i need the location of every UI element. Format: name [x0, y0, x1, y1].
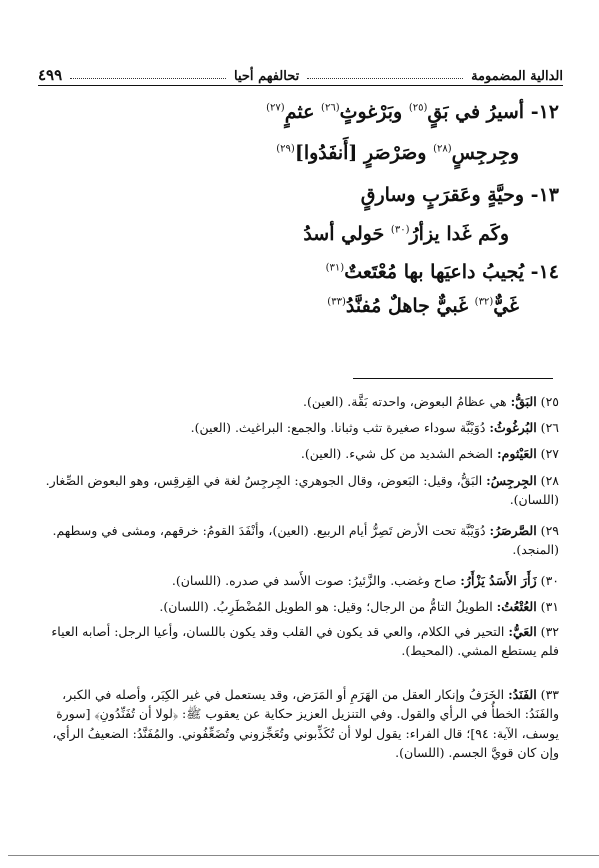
dot-leader: [307, 68, 463, 79]
section-title: الدالية المضمومة: [471, 69, 563, 84]
header-rule: [38, 85, 563, 86]
footnote: ٣٢) العَيُّ: التحير في الكلام، والعي قد يكون في القلب وقد يكون باللسان، وأعيا الرجل: أصابه العياء فلم يستطع المشي. (المحيط).: [51, 624, 559, 659]
footnote-separator: [353, 378, 553, 379]
footnote: ٢٩) الصَّرصَرُ: دُوَيْبَّة تحت الأرض تَصِرُّ أيام الربيع. (العين)، وأنْفَدَ القومُ: خرقهم، ومشى في وسطهم. (المنجد).: [52, 523, 559, 558]
footnote: ٢٥) البَقُّ: هي عظامُ البعوض، واحدته بَقَّة. (العين).: [303, 394, 559, 409]
verse-line: ١٤- يُجيبُ داعيَها بها مُعْتَعتٌ$^{(٣١)}$: [325, 261, 559, 283]
footnote: ٣٠) زَأَرَ الأَسَدُ يَزْأَرُ: صاح وغضب. والزَّئيرُ: صوت الأَسد في صدره. (اللسان).: [171, 573, 559, 588]
verse-line: ١٣- وحيَّةٍ وعَقرَبٍ وسارقٍ: [360, 184, 559, 206]
dot-leader: [70, 68, 226, 79]
footnote: ٣١) العُتْعُتُ: الطويلُ التامُّ من الرجال؛ وقيل: هو الطويل المُضْطَرِبُ. (اللسان).: [159, 599, 559, 614]
verse-line: غَيٌّ$^{(٣٢)}$ غَبيٌّ جاهلٌ مُفنَّدُ$^{(٣٣)}$: [327, 295, 519, 317]
verse-line: وجِرجِسٍ$^{(٢٨)}$ وصَرْصَرٍ [أَنفَدُوا]$^{(٢٩)}$: [276, 142, 519, 164]
footnote: ٢٦) البُرغُوثُ: دُوَيْبَّة سوداء صغيرة تثب وثبانا. والجمع: البراغيث. (العين).: [190, 420, 559, 435]
footnote: ٢٨) الجِرجِسُ: البَقُّ، وقيل: البَعوض، وقال الجوهري: الجِرجِسُ لغة في القِرقِس، وهو البعوض الصِّغار. (اللسان).: [45, 473, 559, 508]
page-bottom-edge: [8, 855, 599, 856]
page-number: ٤٩٩: [38, 66, 63, 84]
chapter-title: تحالفهم أحيا: [234, 69, 300, 84]
footnote: ٣٣) الفَنَدُ: الخَرَفُ وإنكار العقل من الهَرَمِ أو المَرَض، وقد يستعمل في غير الكِبَر، وأصله في الكبر، والفَنَدُ: الخطأُ في الرأي والقول. وفي التنزيل العزيز حكاية عن يعقوب ﷺ: ﴿لولا أن تُفَنِّدُونِ﴾ [سورة يوسف، الآية: ٩٤]؛ قال الفراء: يقول لولا أن تُكَذِّبوني وتُعَجِّزوني وتُضَعِّفُوني. والمُفَنَّدُ: الضعيفُ الرأي، وإن كان قويَّ الجسم. (اللسان).: [52, 687, 559, 761]
footnote: ٢٧) العَيْثوم: الضخم الشديد من كل شيء. (العين).: [300, 446, 559, 461]
verse-line: وكَم غَدا يزأرُ$^{(٣٠)}$ حَولي أسدُ: [303, 223, 509, 245]
running-header: [38, 62, 563, 84]
verse-line: ١٢- أسيرُ في بَقٍ$^{(٢٥)}$ وبَرْغوثٍ$^{(٢٦)}$ عثمٍ$^{(٢٧)}$: [266, 101, 559, 123]
